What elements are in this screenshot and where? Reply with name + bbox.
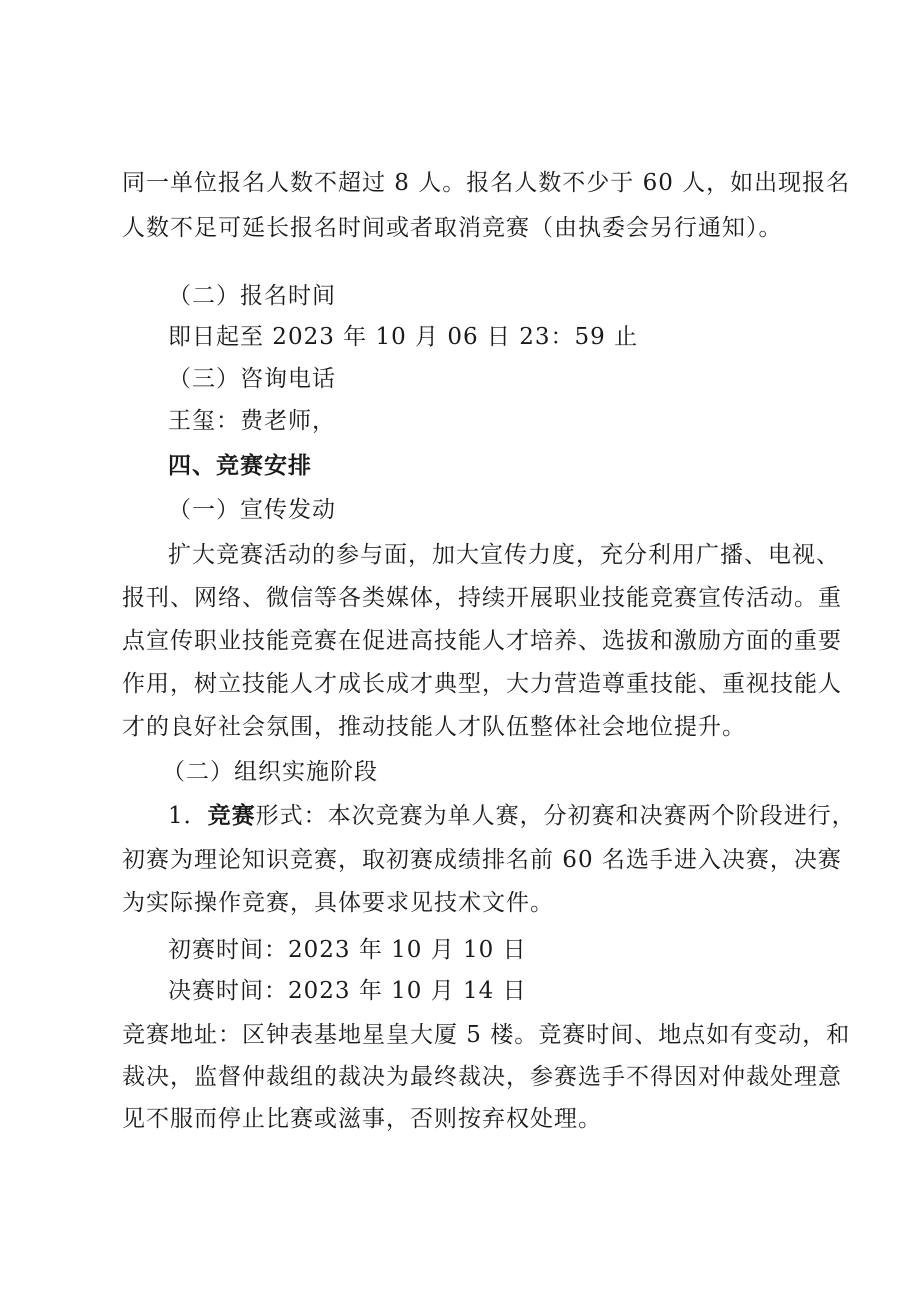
- publicity-line-3: 点宣传职业技能竞赛在促进高技能人才培养、选拔和激励方面的重要: [122, 628, 842, 654]
- venue-line-1: 竞赛地址：区钟表基地星皇大厦 5 楼。竞赛时间、地点如有变动，和: [122, 1022, 851, 1048]
- item-1-line-2: 初赛为理论知识竞赛，取初赛成绩排名前 60 名选手进入决赛，决赛: [122, 847, 842, 873]
- registration-time-heading: （二）报名时间: [168, 283, 336, 309]
- section-4-title: 四、竞赛安排: [168, 453, 312, 479]
- item-1-line-3: 为实际操作竞赛，具体要求见技术文件。: [122, 890, 554, 916]
- publicity-line-5: 才的良好社会氛围，推动技能人才队伍整体社会地位提升。: [122, 714, 746, 740]
- venue-line-2: 裁决，监督仲裁组的裁决为最终裁决，参赛选手不得因对仲裁处理意: [122, 1064, 842, 1090]
- hotline-text: 王玺：费老师，: [168, 408, 336, 434]
- venue-line-3: 见不服而停止比赛或滋事，否则按弃权处理。: [122, 1106, 602, 1132]
- prelim-time: 初赛时间：2023 年 10 月 10 日: [168, 937, 527, 963]
- final-time: 决赛时间：2023 年 10 月 14 日: [168, 978, 527, 1004]
- publicity-line-4: 作用，树立技能人才成长成才典型，大力营造尊重技能、重视技能人: [122, 671, 842, 697]
- implementation-heading: （二）组织实施阶段: [162, 759, 378, 785]
- item-1-bold-label: 竞赛: [207, 803, 256, 829]
- intro-line-2: 人数不足可延长报名时间或者取消竞赛（由执委会另行通知）。: [122, 215, 783, 241]
- publicity-heading: （一）宣传发动: [168, 497, 336, 523]
- publicity-line-2: 报刊、网络、微信等各类媒体，持续开展职业技能竞赛宣传活动。重: [122, 585, 842, 611]
- registration-time-text: 即日起至 2023 年 10 月 06 日 23：59 止: [168, 324, 639, 350]
- item-1-rest: 形式：本次竞赛为单人赛，分初赛和决赛两个阶段进行，: [255, 803, 856, 829]
- intro-line-1: 同一单位报名人数不超过 8 人。报名人数不少于 60 人，如出现报名: [122, 170, 851, 196]
- item-1-number: 1．: [168, 803, 208, 829]
- hotline-heading: （三）咨询电话: [168, 366, 336, 392]
- item-1-line-1: [168, 801, 856, 831]
- publicity-line-1: 扩大竞赛活动的参与面，加大宣传力度，充分利用广播、电视、: [168, 542, 840, 568]
